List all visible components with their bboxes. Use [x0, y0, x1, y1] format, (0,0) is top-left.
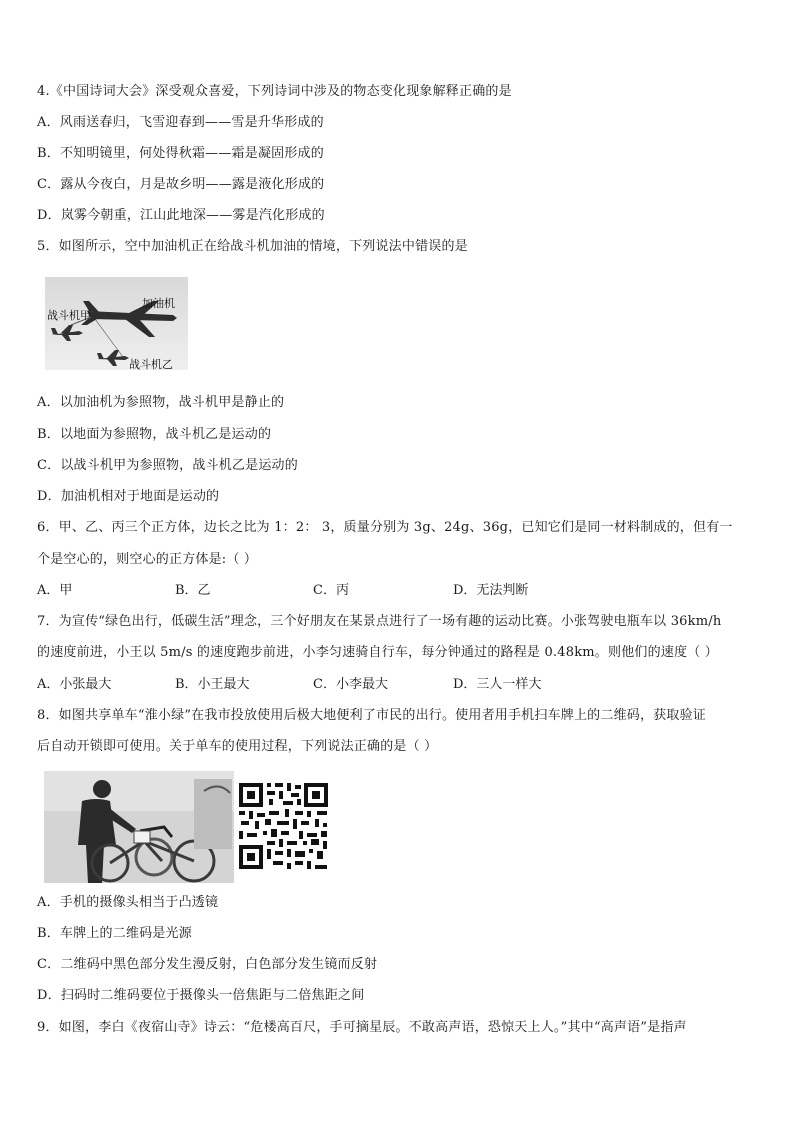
q9-stem-line1: 9．如图，李白《夜宿山寺》诗云：“危楼高百尺，手可摘星辰。不敢高声语，恐惊天上人。”其中“高声语”是指声 [37, 1020, 687, 1035]
q4-option-a: A．风雨送春归，飞雪迎春到——雪是升华形成的 [37, 115, 324, 130]
label-tanker: 加油机 [142, 297, 175, 310]
q5-option-d: D．加油机相对于地面是运动的 [37, 489, 220, 504]
q8-option-d: D．扫码时二维码要位于摄像头一倍焦距与二倍焦距之间 [37, 988, 365, 1003]
q8-option-c: C．二维码中黑色部分发生漫反射，白色部分发生镜而反射 [37, 957, 378, 972]
q6-stem-line2: 个是空心的，则空心的正方体是:（ ） [37, 552, 258, 567]
q8-option-a: A．手机的摄像头相当于凸透镜 [37, 895, 219, 910]
q6-stem-line1: 6．甲、乙、丙三个正方体，边长之比为 1：2： 3，质量分别为 3g、24g、36g，已知它们是同一材料制成的，但有一 [37, 520, 733, 535]
q5-option-a: A．以加油机为参照物，战斗机甲是静止的 [37, 395, 285, 410]
q4-option-c: C．露从今夜白，月是故乡明——露是液化形成的 [37, 177, 325, 192]
q8-bike-photo [44, 771, 234, 883]
q6-option-a: A．甲 [37, 583, 73, 598]
q8-stem-line1: 8．如图共享单车“淮小绿”在我市投放使用后极大地便利了市民的出行。使用者用手机扫车牌上的二维码，获取验证 [37, 708, 706, 723]
q8-qr-code [237, 781, 330, 871]
q8-stem-line2: 后自动开锁即可使用。关于单车的使用过程，下列说法正确的是（ ） [37, 739, 438, 754]
label-fighter-b: 战斗机乙 [129, 358, 173, 370]
q7-option-c: C．小李最大 [313, 677, 388, 692]
q5-option-b: B．以地面为参照物，战斗机乙是运动的 [37, 427, 272, 442]
q4-option-d: D．岚雾今朝重，江山此地深——雾是汽化形成的 [37, 208, 325, 223]
q6-option-c: C．丙 [313, 583, 349, 598]
q5-refueling-figure [45, 277, 188, 370]
q7-option-d: D．三人一样大 [453, 677, 542, 692]
q5-stem: 5．如图所示，空中加油机正在给战斗机加油的情境，下列说法中错误的是 [37, 239, 468, 254]
q6-option-b: B．乙 [175, 583, 211, 598]
qr-code-icon [237, 781, 330, 871]
bike-scan-illustration [44, 771, 234, 883]
label-fighter-a: 战斗机甲 [47, 309, 91, 322]
q7-stem-line1: 7．为宣传“绿色出行，低碳生活”理念，三个好朋友在某景点进行了一场有趣的运动比赛。小张驾驶电瓶车以 36km/h [37, 614, 722, 629]
q7-stem-line2: 的速度前进，小王以 5m/s 的速度跑步前进，小李匀速骑自行车，每分钟通过的路程是 0.48km。则他们的速度（ ） [37, 645, 718, 660]
q7-option-a: A．小张最大 [37, 677, 112, 692]
q8-option-b: B．车牌上的二维码是光源 [37, 926, 192, 941]
q4-stem: 4.《中国诗词大会》深受观众喜爱，下列诗词中涉及的物态变化现象解释正确的是 [37, 84, 512, 99]
q6-option-d: D．无法判断 [453, 583, 529, 598]
q4-option-b: B．不知明镜里，何处得秋霜——霜是凝固形成的 [37, 146, 324, 161]
q5-option-c: C．以战斗机甲为参照物，战斗机乙是运动的 [37, 458, 298, 473]
q7-options [37, 677, 541, 693]
q6-options [37, 583, 528, 599]
q7-option-b: B．小王最大 [175, 677, 250, 692]
